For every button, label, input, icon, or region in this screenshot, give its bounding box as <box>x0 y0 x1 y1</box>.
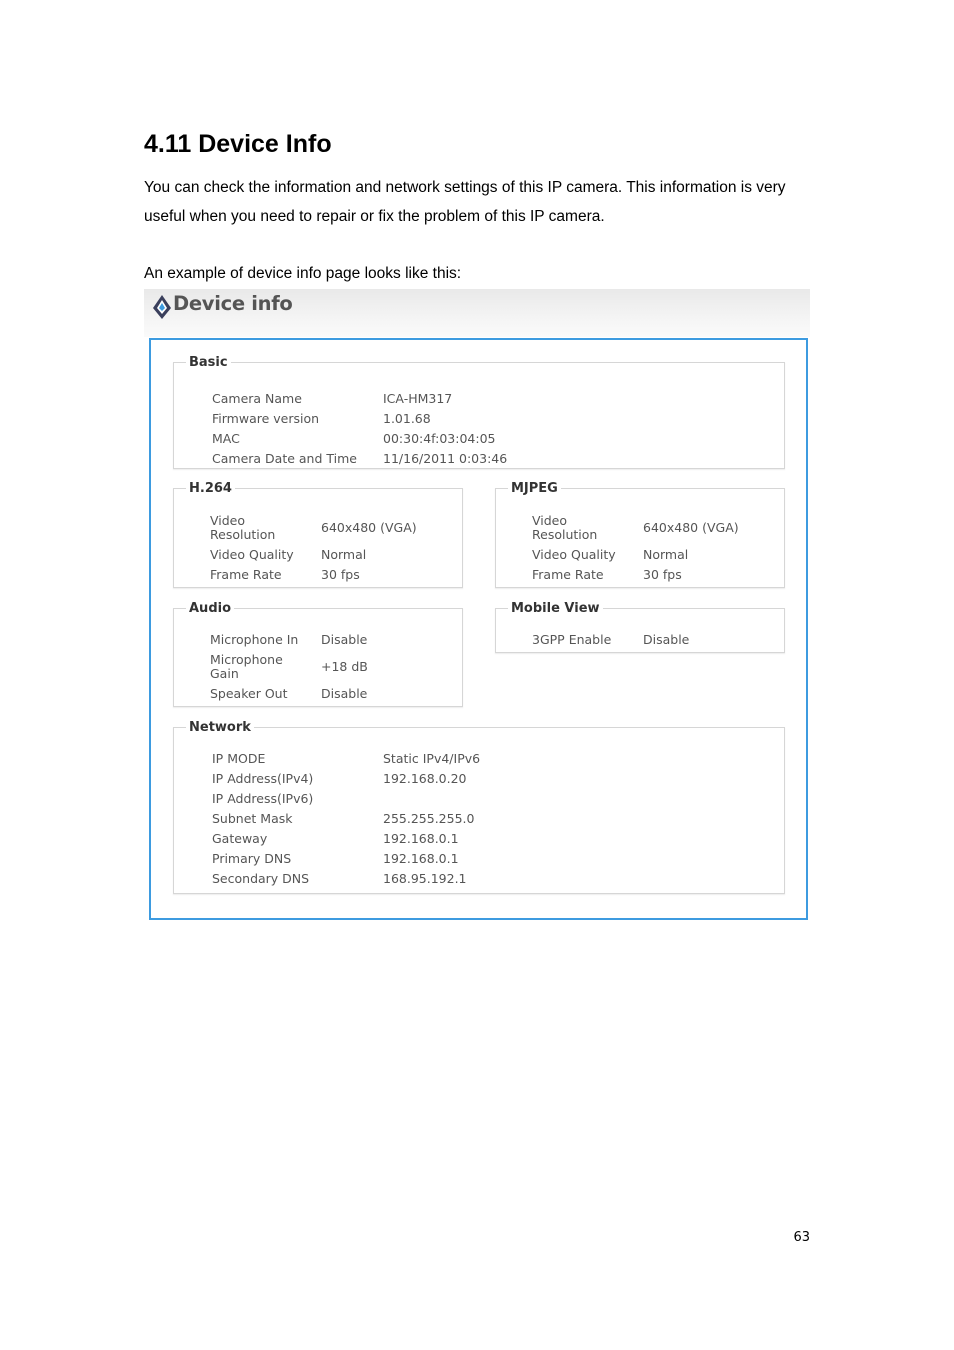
h264-label-frame-rate: Frame Rate <box>210 567 282 582</box>
mjpeg-value-resolution: 640x480 (VGA) <box>643 520 739 535</box>
mjpeg-value-quality: Normal <box>643 547 689 562</box>
basic-label-camera-name: Camera Name <box>212 391 302 406</box>
network-label-ip-mode: IP MODE <box>212 751 266 766</box>
basic-value-firmware: 1.01.68 <box>383 411 431 426</box>
mobile-view-group <box>495 601 785 653</box>
audio-value-mic-in: Disable <box>321 632 368 647</box>
h264-legend: H.264 <box>189 481 232 496</box>
intro-paragraph: You can check the information and network settings of this IP camera. This information is very useful when you need to repair or fix the problem of this IP camera. <box>144 179 786 225</box>
mjpeg-label-frame-rate: Frame Rate <box>532 567 604 582</box>
h264-group <box>173 481 463 588</box>
network-label-subnet: Subnet Mask <box>212 811 293 826</box>
network-group <box>173 720 785 894</box>
device-info-panel <box>149 338 808 920</box>
section-heading: 4.11 Device Info <box>144 130 332 158</box>
mjpeg-legend: MJPEG <box>511 481 558 496</box>
network-value-ip-mode: Static IPv4/IPv6 <box>383 751 481 766</box>
basic-label-date-time: Camera Date and Time <box>212 451 357 466</box>
device-info-title: Device info <box>173 292 293 315</box>
mjpeg-label-quality: Video Quality <box>532 547 616 562</box>
audio-value-speaker-out: Disable <box>321 686 368 701</box>
network-legend: Network <box>189 720 251 735</box>
audio-group <box>173 601 463 707</box>
audio-label-mic-in: Microphone In <box>210 632 299 647</box>
basic-legend: Basic <box>189 355 228 370</box>
basic-label-mac: MAC <box>212 431 240 446</box>
basic-value-mac: 00:30:4f:03:04:05 <box>383 431 496 446</box>
network-label-primary-dns: Primary DNS <box>212 851 292 866</box>
basic-value-camera-name: ICA-HM317 <box>383 391 453 406</box>
h264-value-quality: Normal <box>321 547 367 562</box>
network-value-ipv4: 192.168.0.20 <box>383 771 467 786</box>
page-number: 63 <box>793 1230 810 1245</box>
audio-value-mic-gain: +18 dB <box>321 659 368 674</box>
basic-label-firmware: Firmware version <box>212 411 320 426</box>
device-info-header <box>144 289 810 337</box>
network-value-secondary-dns: 168.95.192.1 <box>383 871 467 886</box>
basic-group <box>173 355 785 469</box>
mobile-label-3gpp: 3GPP Enable <box>532 632 612 647</box>
mjpeg-value-frame-rate: 30 fps <box>643 567 682 582</box>
network-value-gateway: 192.168.0.1 <box>383 831 459 846</box>
network-value-subnet: 255.255.255.0 <box>383 811 475 826</box>
example-paragraph: An example of device info page looks like this: <box>144 265 462 282</box>
network-label-ipv6: IP Address(IPv6) <box>212 791 314 806</box>
audio-label-speaker-out: Speaker Out <box>210 686 288 701</box>
mobile-view-legend: Mobile View <box>511 601 600 616</box>
network-label-secondary-dns: Secondary DNS <box>212 871 310 886</box>
audio-label-mic-gain: Microphone Gain <box>210 652 283 681</box>
mjpeg-group <box>495 481 785 588</box>
network-label-gateway: Gateway <box>212 831 268 846</box>
basic-value-date-time: 11/16/2011 0:03:46 <box>383 451 508 466</box>
h264-value-frame-rate: 30 fps <box>321 567 360 582</box>
mobile-value-3gpp: Disable <box>643 632 690 647</box>
network-label-ipv4: IP Address(IPv4) <box>212 771 314 786</box>
h264-label-quality: Video Quality <box>210 547 294 562</box>
camera-logo-icon <box>152 294 172 320</box>
h264-value-resolution: 640x480 (VGA) <box>321 520 417 535</box>
network-value-primary-dns: 192.168.0.1 <box>383 851 459 866</box>
mjpeg-label-resolution: Video Resolution <box>532 513 598 542</box>
audio-legend: Audio <box>189 601 232 616</box>
h264-label-resolution: Video Resolution <box>210 513 276 542</box>
